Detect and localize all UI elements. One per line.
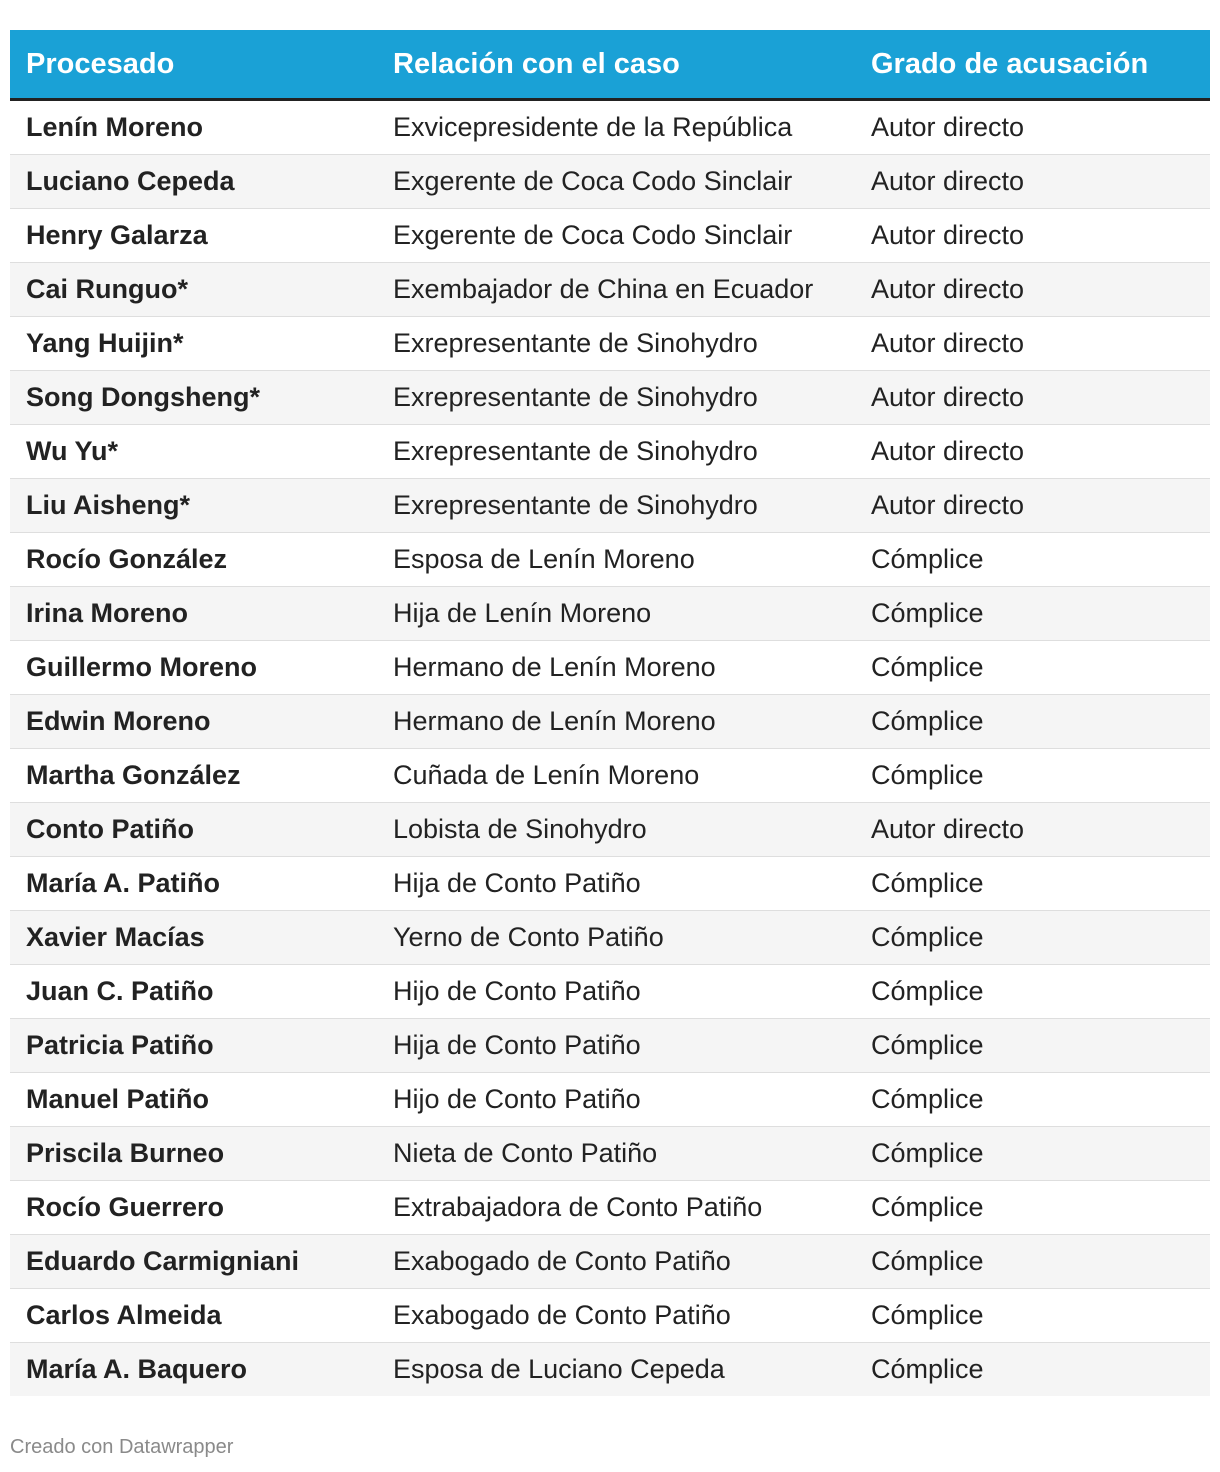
procesado-cell: Martha González xyxy=(10,749,377,803)
procesado-cell: Lenín Moreno xyxy=(10,100,377,155)
grado-cell: Autor directo xyxy=(855,263,1210,317)
procesado-cell: Carlos Almeida xyxy=(10,1289,377,1343)
grado-cell: Cómplice xyxy=(855,1181,1210,1235)
grado-cell: Autor directo xyxy=(855,425,1210,479)
table-row xyxy=(10,533,1210,587)
procesado-cell: Priscila Burneo xyxy=(10,1127,377,1181)
procesado-cell: Patricia Patiño xyxy=(10,1019,377,1073)
procesado-cell: Cai Runguo* xyxy=(10,263,377,317)
relacion-cell: Exrepresentante de Sinohydro xyxy=(377,425,855,479)
grado-cell: Cómplice xyxy=(855,1343,1210,1397)
grado-cell: Cómplice xyxy=(855,1127,1210,1181)
grado-cell: Cómplice xyxy=(855,749,1210,803)
column-header-relacion[interactable]: Relación con el caso xyxy=(377,30,855,100)
grado-cell: Cómplice xyxy=(855,1289,1210,1343)
table-row xyxy=(10,425,1210,479)
grado-cell: Autor directo xyxy=(855,100,1210,155)
table-row xyxy=(10,857,1210,911)
relacion-cell: Hermano de Lenín Moreno xyxy=(377,641,855,695)
table-row xyxy=(10,1127,1210,1181)
grado-cell: Cómplice xyxy=(855,533,1210,587)
column-header-procesado[interactable]: Procesado xyxy=(10,30,377,100)
procesado-cell: Conto Patiño xyxy=(10,803,377,857)
procesado-cell: Yang Huijin* xyxy=(10,317,377,371)
table-row xyxy=(10,911,1210,965)
relacion-cell: Hijo de Conto Patiño xyxy=(377,1073,855,1127)
table-row xyxy=(10,803,1210,857)
procesado-cell: Edwin Moreno xyxy=(10,695,377,749)
table-row xyxy=(10,263,1210,317)
grado-cell: Cómplice xyxy=(855,1235,1210,1289)
procesado-cell: Liu Aisheng* xyxy=(10,479,377,533)
table-row xyxy=(10,749,1210,803)
relacion-cell: Nieta de Conto Patiño xyxy=(377,1127,855,1181)
table-row xyxy=(10,1073,1210,1127)
relacion-cell: Hija de Conto Patiño xyxy=(377,857,855,911)
header-row xyxy=(10,30,1210,100)
grado-cell: Cómplice xyxy=(855,641,1210,695)
grado-cell: Cómplice xyxy=(855,1073,1210,1127)
table-row xyxy=(10,155,1210,209)
procesado-cell: Manuel Patiño xyxy=(10,1073,377,1127)
relacion-cell: Exgerente de Coca Codo Sinclair xyxy=(377,209,855,263)
relacion-cell: Lobista de Sinohydro xyxy=(377,803,855,857)
procesado-cell: Juan C. Patiño xyxy=(10,965,377,1019)
relacion-cell: Hijo de Conto Patiño xyxy=(377,965,855,1019)
table-row xyxy=(10,965,1210,1019)
procesado-cell: Guillermo Moreno xyxy=(10,641,377,695)
grado-cell: Cómplice xyxy=(855,965,1210,1019)
grado-cell: Autor directo xyxy=(855,209,1210,263)
column-header-grado[interactable]: Grado de acusación xyxy=(855,30,1210,100)
relacion-cell: Hija de Conto Patiño xyxy=(377,1019,855,1073)
relacion-cell: Hermano de Lenín Moreno xyxy=(377,695,855,749)
relacion-cell: Yerno de Conto Patiño xyxy=(377,911,855,965)
relacion-cell: Exabogado de Conto Patiño xyxy=(377,1235,855,1289)
procesado-cell: Luciano Cepeda xyxy=(10,155,377,209)
grado-cell: Autor directo xyxy=(855,479,1210,533)
procesado-cell: Xavier Macías xyxy=(10,911,377,965)
table-row xyxy=(10,641,1210,695)
table-row xyxy=(10,587,1210,641)
table-row xyxy=(10,1235,1210,1289)
table-row xyxy=(10,371,1210,425)
grado-cell: Autor directo xyxy=(855,317,1210,371)
footer-credit: Creado con Datawrapper xyxy=(10,1436,234,1458)
table-row xyxy=(10,209,1210,263)
grado-cell: Autor directo xyxy=(855,371,1210,425)
procesado-cell: Rocío González xyxy=(10,533,377,587)
grado-cell: Cómplice xyxy=(855,1019,1210,1073)
table-row xyxy=(10,695,1210,749)
relacion-cell: Exvicepresidente de la República xyxy=(377,100,855,155)
grado-cell: Autor directo xyxy=(855,155,1210,209)
relacion-cell: Exabogado de Conto Patiño xyxy=(377,1289,855,1343)
relacion-cell: Exembajador de China en Ecuador xyxy=(377,263,855,317)
procesado-cell: María A. Patiño xyxy=(10,857,377,911)
table-row xyxy=(10,1181,1210,1235)
table-row xyxy=(10,100,1210,155)
grado-cell: Cómplice xyxy=(855,587,1210,641)
relacion-cell: Cuñada de Lenín Moreno xyxy=(377,749,855,803)
table-row xyxy=(10,1343,1210,1397)
table-row xyxy=(10,1019,1210,1073)
grado-cell: Cómplice xyxy=(855,695,1210,749)
relacion-cell: Hija de Lenín Moreno xyxy=(377,587,855,641)
data-table xyxy=(10,30,1210,1396)
procesado-cell: Irina Moreno xyxy=(10,587,377,641)
relacion-cell: Exrepresentante de Sinohydro xyxy=(377,371,855,425)
grado-cell: Cómplice xyxy=(855,857,1210,911)
relacion-cell: Esposa de Luciano Cepeda xyxy=(377,1343,855,1397)
table-row xyxy=(10,479,1210,533)
relacion-cell: Extrabajadora de Conto Patiño xyxy=(377,1181,855,1235)
procesado-cell: Song Dongsheng* xyxy=(10,371,377,425)
procesado-cell: María A. Baquero xyxy=(10,1343,377,1397)
table-body xyxy=(10,100,1210,1397)
grado-cell: Cómplice xyxy=(855,911,1210,965)
procesado-cell: Eduardo Carmigniani xyxy=(10,1235,377,1289)
procesado-cell: Rocío Guerrero xyxy=(10,1181,377,1235)
procesado-cell: Henry Galarza xyxy=(10,209,377,263)
relacion-cell: Exrepresentante de Sinohydro xyxy=(377,317,855,371)
table-row xyxy=(10,317,1210,371)
relacion-cell: Exgerente de Coca Codo Sinclair xyxy=(377,155,855,209)
grado-cell: Autor directo xyxy=(855,803,1210,857)
relacion-cell: Esposa de Lenín Moreno xyxy=(377,533,855,587)
table-row xyxy=(10,1289,1210,1343)
relacion-cell: Exrepresentante de Sinohydro xyxy=(377,479,855,533)
procesado-cell: Wu Yu* xyxy=(10,425,377,479)
